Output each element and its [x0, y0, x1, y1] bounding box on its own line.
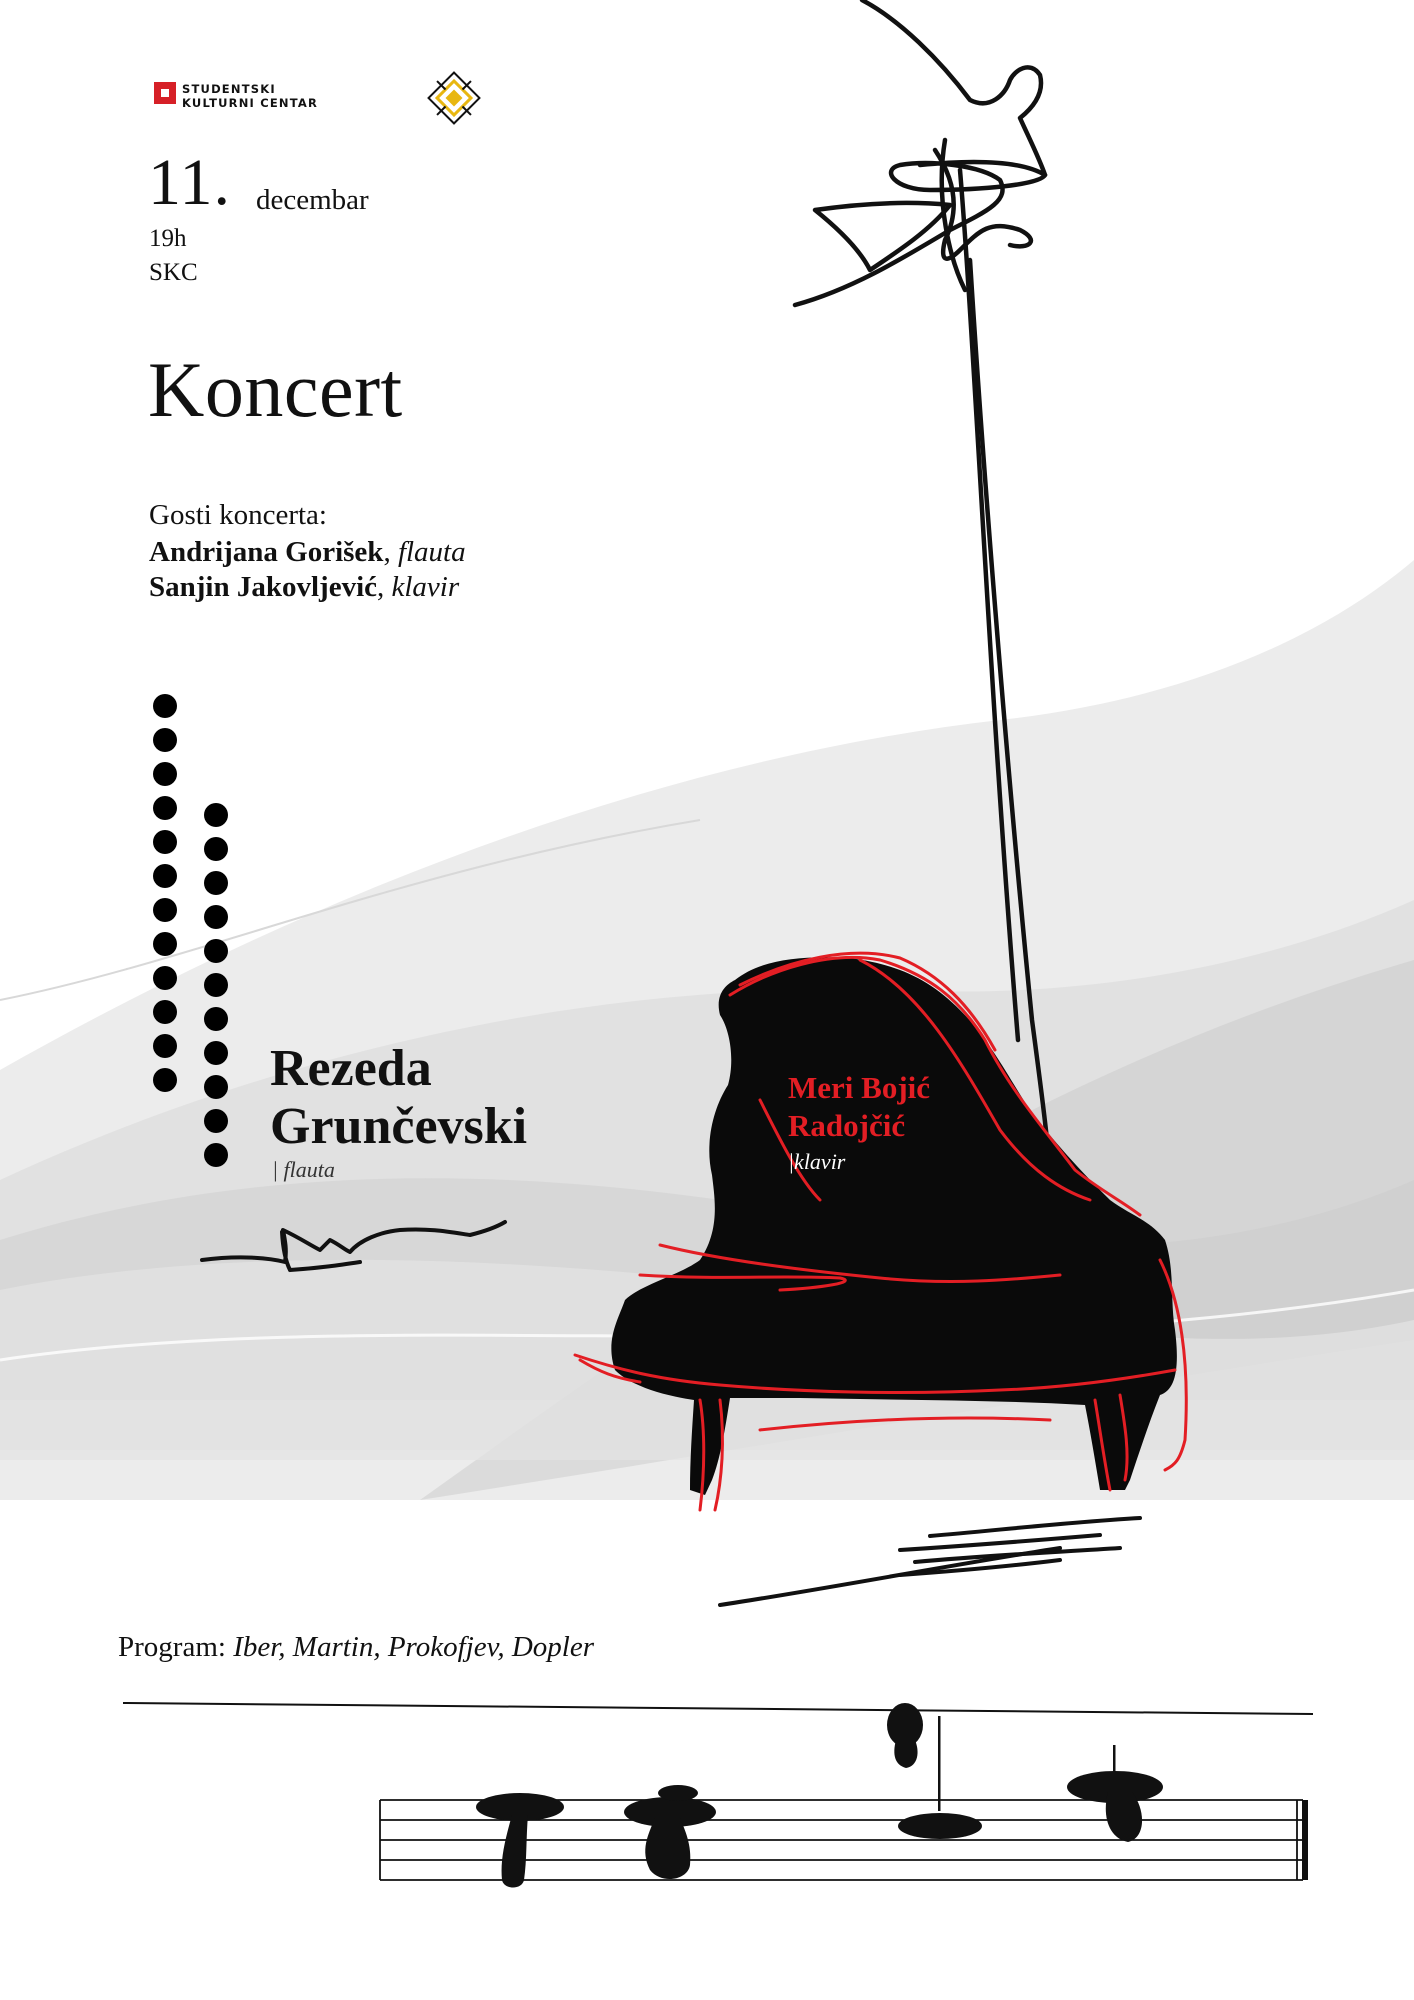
program-line [118, 1630, 594, 1664]
skc-logo-line2: KULTURNI CENTAR [182, 96, 319, 110]
piano-performer-first-name: Meri Bojić [788, 1070, 931, 1105]
flute-keys-dots [140, 690, 240, 1190]
skc-logo[interactable] [152, 80, 372, 116]
guests-label: Gosti koncerta: [149, 499, 327, 531]
program-label: Program: [118, 1631, 234, 1663]
skc-logo-line1: STUDENTSKI [182, 82, 276, 96]
flute-performer-first-name: Rezeda [270, 1040, 432, 1097]
guest-separator: , [383, 536, 398, 568]
event-time: 19h [149, 225, 187, 252]
flute-performer-last-name: Grunčevski [270, 1098, 528, 1155]
piano-performer-instrument: |klavir [788, 1149, 846, 1174]
guest-separator: , [377, 571, 392, 603]
guest-line [149, 535, 466, 569]
program-composers: Iber, Martin, Prokofjev, Dopler [233, 1631, 595, 1663]
guest-instrument: klavir [391, 571, 460, 603]
guest-instrument: flauta [397, 536, 466, 568]
event-month: decembar [256, 184, 369, 216]
event-venue: SKC [149, 259, 198, 286]
poster-title: Koncert [148, 346, 403, 433]
guest-name: Sanjin Jakovljević [149, 571, 377, 603]
ornament-logo-icon[interactable] [426, 70, 482, 126]
skc-logo-mark [154, 82, 176, 104]
piano-performer-last-name: Radojčić [788, 1108, 906, 1143]
guest-line [149, 570, 459, 604]
event-day: 11. [148, 146, 232, 219]
flute-performer-instrument: | flauta [272, 1157, 335, 1182]
guest-name: Andrijana Gorišek [149, 536, 384, 568]
